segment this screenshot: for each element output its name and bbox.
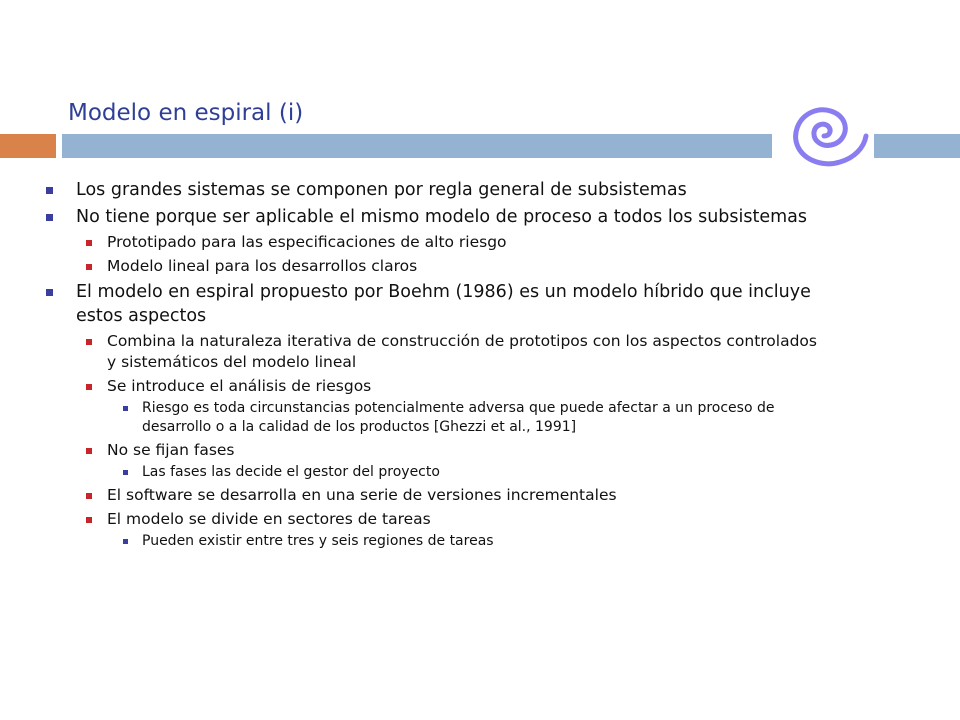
list-item-text: El modelo se divide en sectores de tareas (107, 510, 431, 528)
spiral-logo-icon (772, 92, 876, 172)
bullet-icon (86, 493, 92, 499)
list-item (107, 399, 820, 437)
list-item (76, 440, 820, 482)
list-item-text: Riesgo es toda circunstancias potencialmente adversa que puede afectar a un proceso de desarrollo o a la calidad de los productos [Ghezzi et al., 1991] (142, 400, 775, 435)
sub-list (76, 232, 820, 277)
list-item-text: Las fases las decide el gestor del proyecto (142, 464, 440, 480)
list-item (76, 509, 820, 551)
sub-sub-list (107, 463, 820, 482)
header-band-orange (0, 134, 56, 158)
list-item-text: Combina la naturaleza iterativa de construcción de prototipos con los aspectos controlados y sistemáticos del modelo lineal (107, 332, 817, 371)
list-item (76, 256, 820, 277)
list-item (40, 280, 820, 551)
list-item (76, 331, 820, 373)
list-item-text: Pueden existir entre tres y seis regiones de tareas (142, 533, 494, 549)
slide-content (40, 178, 820, 554)
bullet-icon (123, 539, 128, 544)
list-item-text: Prototipado para las especificaciones de alto riesgo (107, 233, 507, 251)
list-item (76, 232, 820, 253)
sub-sub-list (107, 399, 820, 437)
bullet-list (40, 178, 820, 551)
list-item-text: Modelo lineal para los desarrollos claros (107, 257, 418, 275)
bullet-icon (86, 264, 92, 270)
bullet-icon (86, 384, 92, 390)
list-item (76, 376, 820, 437)
bullet-icon (46, 289, 53, 296)
bullet-icon (86, 240, 92, 246)
list-item-text: Los grandes sistemas se componen por regla general de subsistemas (76, 180, 687, 200)
bullet-icon (86, 448, 92, 454)
list-item-text: No se fijan fases (107, 441, 235, 459)
list-item (40, 205, 820, 277)
list-item-text: Se introduce el análisis de riesgos (107, 377, 372, 395)
list-item-text: El software se desarrolla en una serie de versiones incrementales (107, 486, 617, 504)
sub-list (76, 331, 820, 551)
bullet-icon (123, 470, 128, 475)
slide-title: Modelo en espiral (i) (68, 100, 304, 126)
list-item-text: El modelo en espiral propuesto por Boehm (1986) es un modelo híbrido que incluye estos aspectos (76, 282, 811, 326)
bullet-icon (46, 214, 53, 221)
sub-sub-list (107, 532, 820, 551)
header-band-blue-right (874, 134, 960, 158)
header-band-blue (62, 134, 772, 158)
list-item (107, 463, 820, 482)
list-item-text: No tiene porque ser aplicable el mismo modelo de proceso a todos los subsistemas (76, 207, 808, 227)
list-item (107, 532, 820, 551)
bullet-icon (123, 406, 128, 411)
bullet-icon (86, 339, 92, 345)
bullet-icon (86, 517, 92, 523)
list-item (40, 178, 820, 202)
list-item (76, 485, 820, 506)
bullet-icon (46, 187, 53, 194)
